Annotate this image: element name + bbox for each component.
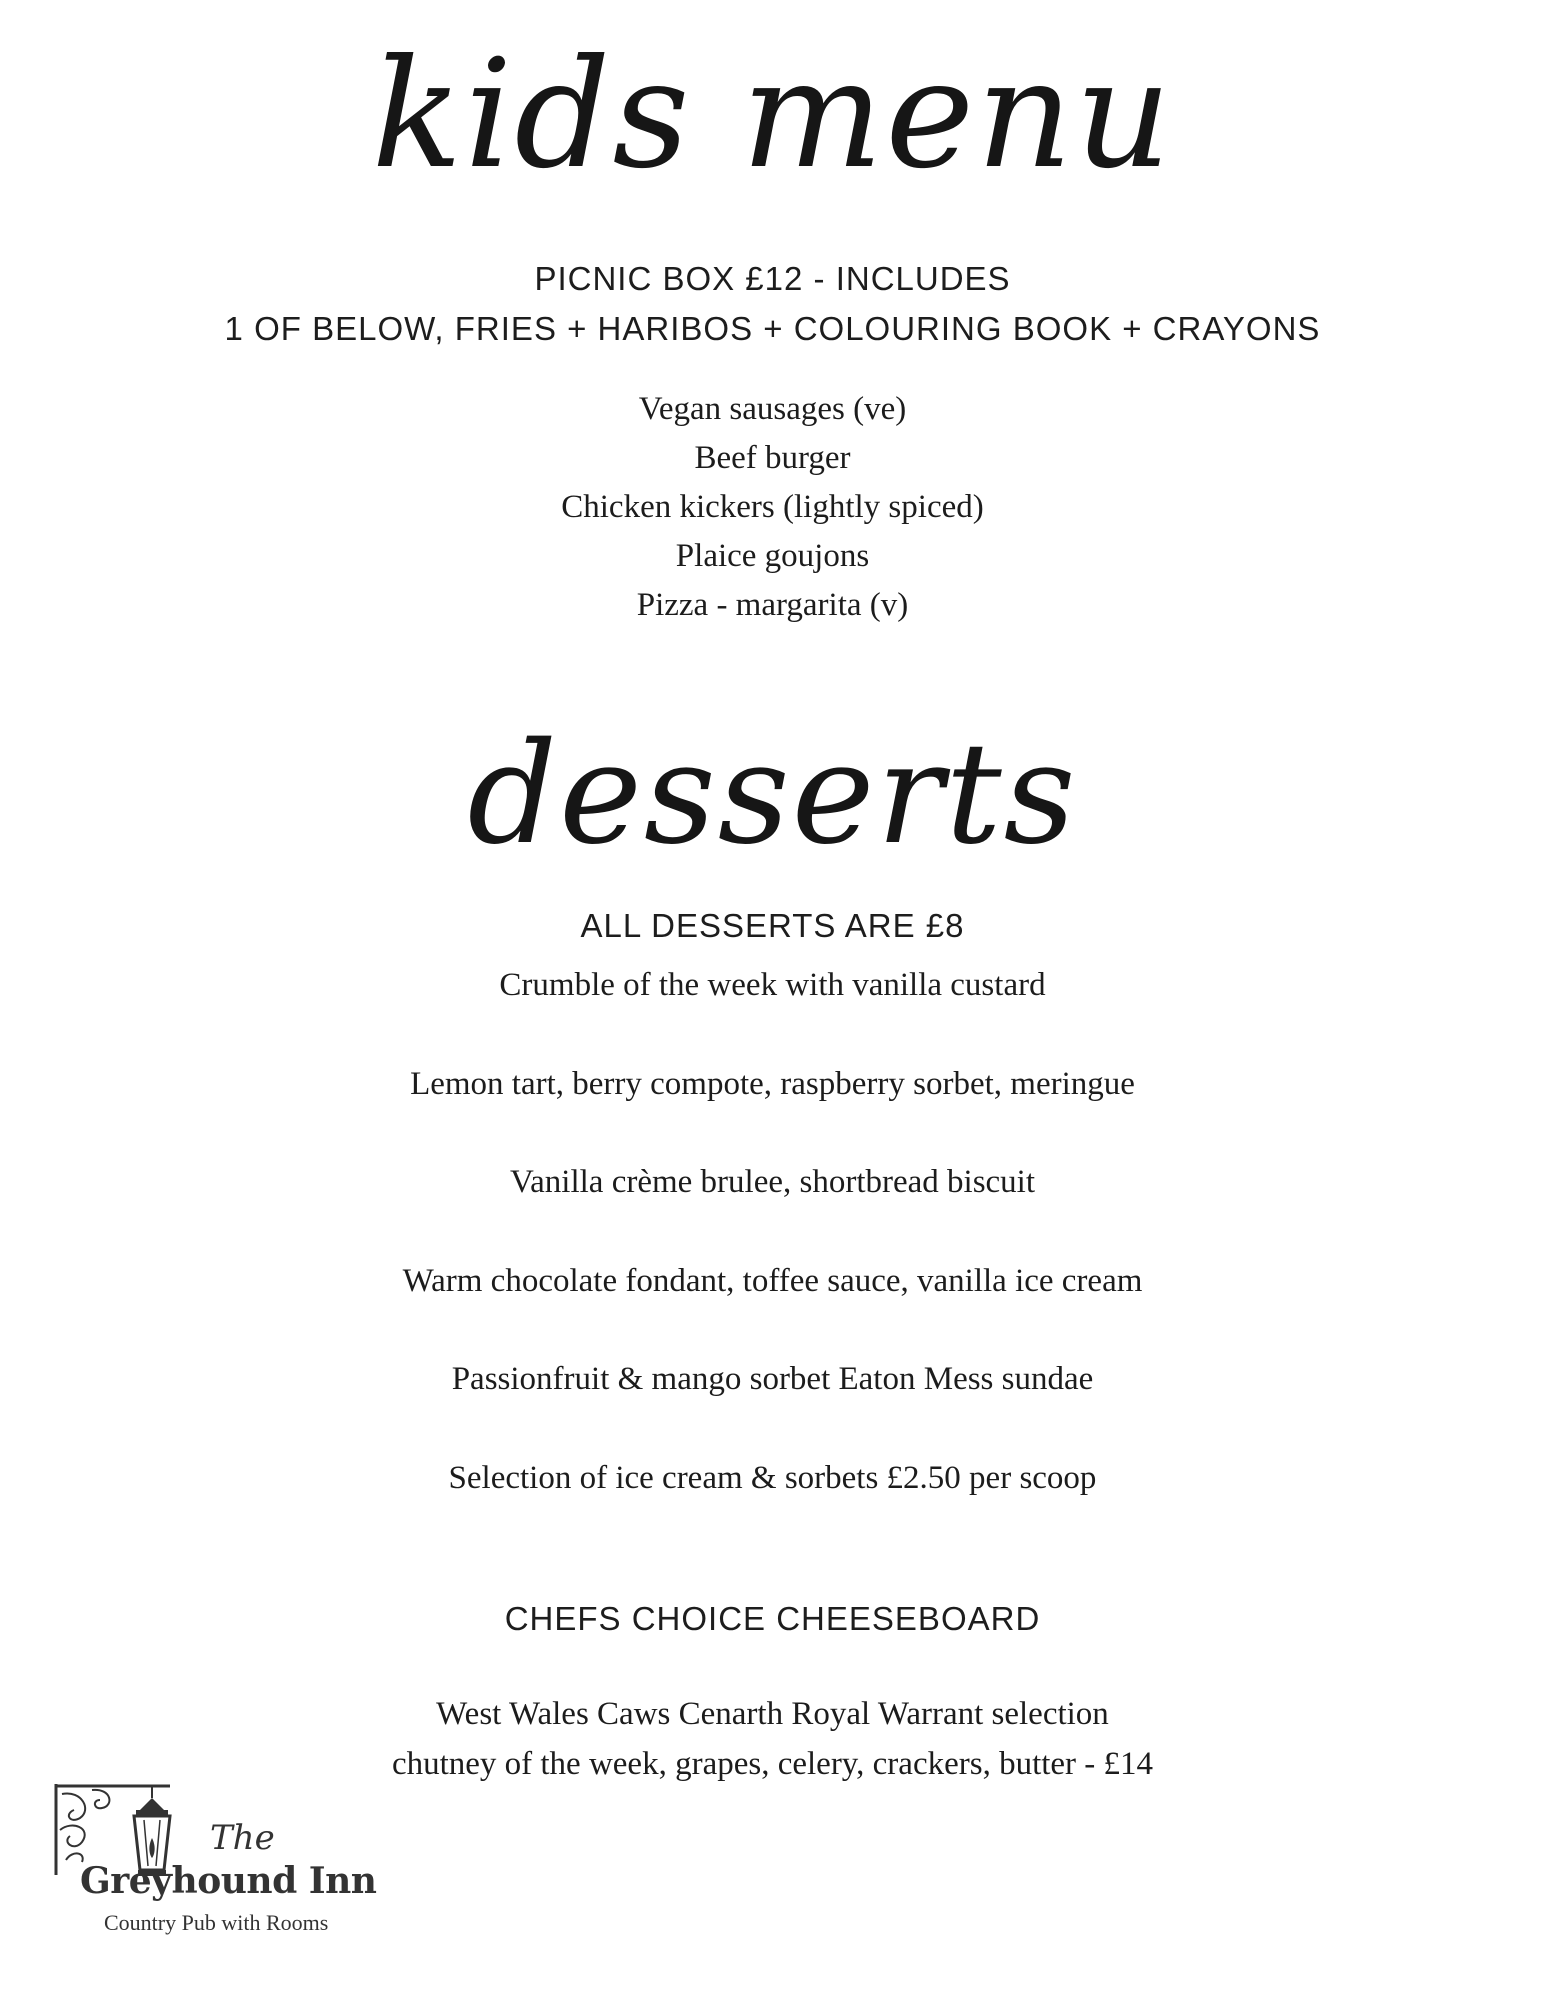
- kids-item: Vegan sausages (ve): [638, 391, 907, 427]
- dessert-item: Crumble of the week with vanilla custard: [499, 967, 1046, 1003]
- cheeseboard-heading: CHEFS CHOICE CHEESEBOARD: [504, 1600, 1041, 1637]
- desserts-price-note: ALL DESSERTS ARE £8: [580, 907, 965, 944]
- picnic-box-heading: PICNIC BOX £12 - INCLUDES: [534, 260, 1011, 297]
- cheeseboard-description: West Wales Caws Cenarth Royal Warrant selection: [436, 1696, 1109, 1732]
- dessert-item: Selection of ice cream & sorbets £2.50 per scoop: [448, 1459, 1097, 1496]
- kids-menu-title: kids menu: [371, 28, 1174, 202]
- dessert-item: Passionfruit & mango sorbet Eaton Mess sundae: [451, 1361, 1094, 1397]
- cheeseboard-accompaniments: chutney of the week, grapes, celery, crackers, butter - £14: [391, 1746, 1154, 1782]
- kids-item: Pizza - margarita (v): [636, 587, 909, 623]
- dessert-item-list: [0, 965, 1545, 1556]
- logo-tagline-text: Country Pub with Rooms: [104, 1910, 329, 1935]
- dessert-item: Warm chocolate fondant, toffee sauce, vanilla ice cream: [402, 1262, 1143, 1299]
- logo-the-text: The: [210, 1818, 275, 1858]
- dessert-item: Vanilla crème brulee, shortbread biscuit: [509, 1164, 1036, 1200]
- picnic-box-includes: 1 OF BELOW, FRIES + HARIBOS + COLOURING BOOK + CRAYONS: [224, 310, 1321, 347]
- dessert-item: Lemon tart, berry compote, raspberry sorbet, meringue: [410, 1065, 1135, 1102]
- desserts-title: desserts: [467, 713, 1078, 876]
- kids-item-list: [0, 385, 1545, 630]
- kids-item: Beef burger: [694, 440, 851, 476]
- greyhound-inn-logo: [52, 1780, 382, 1950]
- kids-item: Plaice goujons: [675, 538, 870, 574]
- kids-item: Chicken kickers (lightly spiced): [561, 489, 984, 525]
- logo-name-text: Greyhound Inn: [80, 1860, 377, 1902]
